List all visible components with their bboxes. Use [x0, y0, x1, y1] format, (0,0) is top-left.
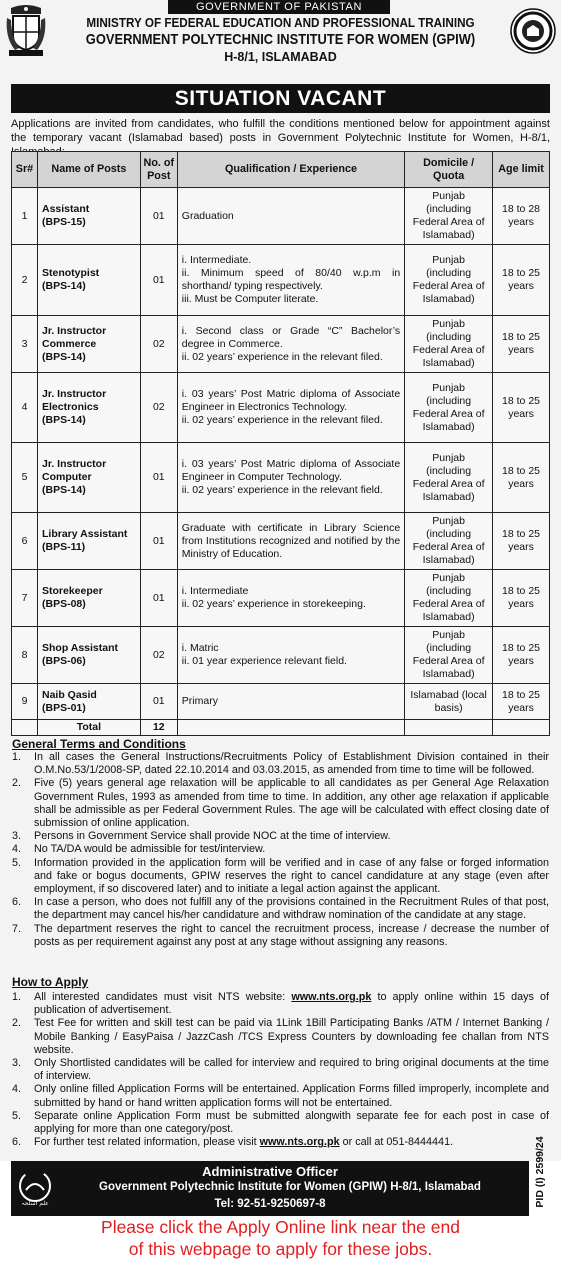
ministry-title: MINISTRY OF FEDERAL EDUCATION AND PROFESSIONAL TRAINING	[86, 15, 475, 30]
table-row	[12, 684, 550, 720]
qualification-line: Graduate with certificate in Library Science from Institutions recognized and notified by the Ministry of Education.	[181, 521, 401, 560]
cell-domicile: Punjab (including Federal Area of Islamabad)	[405, 513, 493, 570]
table-row	[12, 316, 550, 373]
list-item: 6. For further test related information, please visit www.nts.org.pk or call at 051-8444441.	[12, 1136, 454, 1149]
header-qualification: Qualification / Experience	[177, 152, 404, 188]
post-bps: (BPS-14)	[41, 484, 86, 496]
list-item: 4. Only online filled Application Forms will be entertained. Application Forms filled improperly, incomplete and submitted by hand or hand written application forms will not be entertained.	[12, 1083, 549, 1109]
cell-sr: 7	[12, 570, 38, 627]
cell-qualification	[177, 443, 404, 513]
post-name: Shop Assistant	[41, 642, 119, 654]
post-bps: (BPS-14)	[41, 280, 86, 292]
cell-post	[37, 684, 140, 720]
header-name-of-posts: Name of Posts	[37, 152, 140, 188]
post-name: Stenotypist	[41, 267, 100, 279]
qualification-line: iii. Must be Computer literate.	[181, 293, 319, 305]
apply-online-notice	[0, 1216, 561, 1260]
post-bps: (BPS-08)	[41, 598, 86, 610]
terms-heading: General Terms and Conditions	[12, 737, 186, 751]
list-item: 3. Only Shortlisted candidates will be called for interview and required to bring original documents at the time of interview.	[12, 1057, 549, 1083]
header-domicile: Domicile / Quota	[405, 152, 493, 188]
qualification-line: ii. Minimum speed of 80/40 w.p.m in shorthand/ typing respectively.	[181, 267, 401, 292]
cell-age-limit: 18 to 28 years	[493, 188, 550, 245]
list-item: 1. In all cases the General Instructions/Recruitments Policy of Establishment Division contained in their O.M.No.53/1/2008-SP, dated 22.10.2014 and 03.03.2015, as amended from time to time will be followed.	[12, 751, 549, 777]
cell-domicile: Punjab (including Federal Area of Islamabad)	[405, 443, 493, 513]
post-name: Jr. Instructor Electronics	[41, 388, 107, 413]
table-row	[12, 245, 550, 316]
how-to-apply-heading: How to Apply	[12, 975, 89, 989]
terms-list	[12, 751, 549, 949]
table-row	[12, 627, 550, 684]
cell-sr: 1	[12, 188, 38, 245]
cell-qualification	[177, 570, 404, 627]
cell-domicile: Punjab (including Federal Area of Islamabad)	[405, 245, 493, 316]
cell-age-limit: 18 to 25 years	[493, 373, 550, 443]
cell-post	[37, 373, 140, 443]
nts-link[interactable]: www.nts.org.pk	[291, 991, 372, 1003]
pid-label: PID (I) 2599/24	[534, 1136, 546, 1208]
cell-sr: 5	[12, 443, 38, 513]
cell-post	[37, 513, 140, 570]
post-bps: (BPS-14)	[41, 350, 86, 363]
post-name: Library Assistant	[41, 528, 128, 540]
officer-title: Administrative Officer	[202, 1164, 338, 1179]
cell-post	[37, 245, 140, 316]
total-value: 12	[140, 720, 177, 736]
vacancies-table	[11, 151, 550, 736]
situation-vacant-banner: SITUATION VACANT	[11, 84, 550, 113]
qualification-line: ii. 01 year experience relevant field.	[181, 655, 347, 667]
cell-post	[37, 188, 140, 245]
list-item: 1. All interested candidates must visit NTS website: www.nts.org.pk to apply online within 15 days of publication of advertisement.	[12, 991, 549, 1017]
cell-age-limit: 18 to 25 years	[493, 570, 550, 627]
cell-qualification	[177, 316, 404, 373]
table-row	[12, 188, 550, 245]
cell-domicile: Punjab (including Federal Area of Islamabad)	[405, 373, 493, 443]
cell-post	[37, 316, 140, 373]
education-logo-icon	[16, 1168, 54, 1208]
cell-age-limit: 18 to 25 years	[493, 684, 550, 720]
institute-title: GOVERNMENT POLYTECHNIC INSTITUTE FOR WOMEN (GPIW)	[85, 31, 476, 48]
cell-sr: 6	[12, 513, 38, 570]
list-item: 2. Five (5) years general age relaxation will be applicable to all candidates as per General Age Relaxation Government Rules, 1993 as amended from time to time. In addition, any other age relaxation if applicable shall be admissible as per Federal Government Rules. The age will be calculated with effect closing date of submission of online application.	[12, 777, 549, 830]
post-name: Naib Qasid	[41, 688, 97, 701]
header-age-limit: Age limit	[493, 152, 550, 188]
cell-qualification	[177, 373, 404, 443]
institute-crest-icon	[510, 8, 556, 54]
qualification-line: ii. 02 years’ experience in the relevant field.	[181, 484, 383, 496]
notice-line-1: Please click the Apply Online link near the end	[101, 1217, 460, 1237]
cell-domicile: Punjab (including Federal Area of Islamabad)	[405, 627, 493, 684]
post-name: Assistant	[41, 203, 90, 215]
qualification-line: ii. 02 years’ experience in the relevant filed.	[181, 414, 383, 426]
cell-age-limit: 18 to 25 years	[493, 513, 550, 570]
qualification-line: i. 03 years’ Post Matric diploma of Associate Engineer in Computer Technology.	[181, 458, 401, 483]
list-item: 3. Persons in Government Service shall provide NOC at the time of interview.	[12, 830, 391, 843]
post-bps: (BPS-01)	[41, 701, 86, 714]
cell-sr: 2	[12, 245, 38, 316]
post-bps: (BPS-06)	[41, 655, 86, 667]
svg-text:علم اسلحہ: علم اسلحہ	[21, 1200, 49, 1207]
cell-qualification	[177, 513, 404, 570]
apply-list	[12, 991, 549, 1149]
cell-domicile: Punjab (including Federal Area of Islamabad)	[405, 188, 493, 245]
table-header-row	[12, 152, 550, 188]
qualification-line: Primary	[181, 695, 218, 707]
cell-age-limit: 18 to 25 years	[493, 627, 550, 684]
post-name: Storekeeper	[41, 585, 103, 597]
post-name: Jr. Instructor Computer	[41, 458, 107, 483]
intro-paragraph: Applications are invited from candidates, who fulfill the conditions mentioned below for appointment against the temporary vacant (Islamabad based) posts in Government Polytechnic Institute for Women, H-8/1,	[11, 118, 550, 144]
table-row	[12, 570, 550, 627]
list-item: 7. The department reserves the right to cancel the recruitment process, increase / decrease the number of posts as per requirement against any post at any stage without assigning any reasons.	[12, 922, 549, 948]
cell-no-of-post: 02	[140, 316, 177, 373]
total-label: Total	[37, 720, 140, 736]
post-name: Jr. Instructor Commerce	[41, 324, 107, 350]
cell-qualification	[177, 627, 404, 684]
cell-no-of-post: 02	[140, 627, 177, 684]
cell-no-of-post: 01	[140, 443, 177, 513]
cell-no-of-post: 01	[140, 513, 177, 570]
qualification-line: i. Intermediate.	[181, 254, 252, 266]
list-item: 4. No TA/DA would be admissible for test/interview.	[12, 843, 266, 856]
nts-link[interactable]: www.nts.org.pk	[259, 1136, 340, 1149]
post-bps: (BPS-14)	[41, 414, 86, 426]
location-line: H-8/1, ISLAMABAD	[224, 50, 337, 64]
cell-post	[37, 570, 140, 627]
cell-age-limit: 18 to 25 years	[493, 316, 550, 373]
qualification-line: i. Matric	[181, 642, 219, 654]
qualification-line: i. Second class or Grade “C” Bachelor’s degree in Commerce.	[181, 324, 401, 350]
list-item: 6. In case a person, who does not fulfill any of the provisions contained in the Recruitment Rules of that post, the department may cancel his/her candidature and withdraw nomination of the candidate at any stage.	[12, 896, 549, 922]
table-total-row	[12, 720, 550, 736]
qualification-line: i. Intermediate	[181, 585, 249, 597]
cell-sr: 8	[12, 627, 38, 684]
cell-no-of-post: 01	[140, 570, 177, 627]
cell-age-limit: 18 to 25 years	[493, 443, 550, 513]
cell-domicile: Islamabad (local basis)	[405, 684, 493, 720]
notice-line-2: of this webpage to apply for these jobs.	[128, 1239, 433, 1259]
cell-post	[37, 627, 140, 684]
qualification-line: i. 03 years’ Post Matric diploma of Associate Engineer in Electronics Technology.	[181, 388, 401, 413]
cell-sr: 9	[12, 684, 38, 720]
header-sr: Sr#	[12, 152, 38, 188]
officer-institute: Government Polytechnic Institute for Women (GPIW) H-8/1, Islamabad	[99, 1181, 481, 1193]
cell-no-of-post: 01	[140, 188, 177, 245]
list-item: 5. Separate online Application Form must be submitted alongwith separate fee for each post in case of applying for more than one category/post.	[12, 1109, 549, 1136]
post-bps: (BPS-11)	[41, 541, 86, 553]
header-no-of-post: No. of Post	[140, 152, 177, 188]
post-bps: (BPS-15)	[41, 216, 86, 228]
table-row	[12, 443, 550, 513]
cell-age-limit: 18 to 25 years	[493, 245, 550, 316]
list-item: 5. Information provided in the application form will be verified and in case of any false or forged information and fake or bogus documents, GPIW reserves the right to cancel candidature at any stage (even after employment, if so discovered later) and to initiate a legal action against the applicant.	[12, 856, 549, 896]
qualification-line: Graduation	[181, 209, 234, 222]
officer-tel: Tel: 92-51-9250697-8	[214, 1198, 326, 1210]
cell-no-of-post: 01	[140, 245, 177, 316]
cell-qualification	[177, 245, 404, 316]
qualification-line: ii. 02 years’ experience in the relevant filed.	[181, 350, 383, 363]
cell-no-of-post: 02	[140, 373, 177, 443]
cell-post	[37, 443, 140, 513]
government-banner: GOVERNMENT OF PAKISTAN	[168, 0, 390, 14]
table-row	[12, 513, 550, 570]
cell-domicile: Punjab (including Federal Area of Islamabad)	[405, 316, 493, 373]
list-item: 2. Test Fee for written and skill test can be paid via 1Link 1Bill Participating Banks /ATM / Internet Banking / Mobile Banking / EasyPaisa / JazzCash /TCS Express Counters by downloading fee challan from NTS website.	[12, 1017, 549, 1056]
cell-sr: 3	[12, 316, 38, 373]
cell-no-of-post: 01	[140, 684, 177, 720]
cell-domicile: Punjab (including Federal Area of Islamabad)	[405, 570, 493, 627]
cell-sr: 4	[12, 373, 38, 443]
cell-qualification	[177, 188, 404, 245]
table-row	[12, 373, 550, 443]
officer-footer	[11, 1161, 529, 1216]
cell-qualification	[177, 684, 404, 720]
qualification-line: ii. 02 years’ experience in storekeeping.	[181, 598, 366, 610]
